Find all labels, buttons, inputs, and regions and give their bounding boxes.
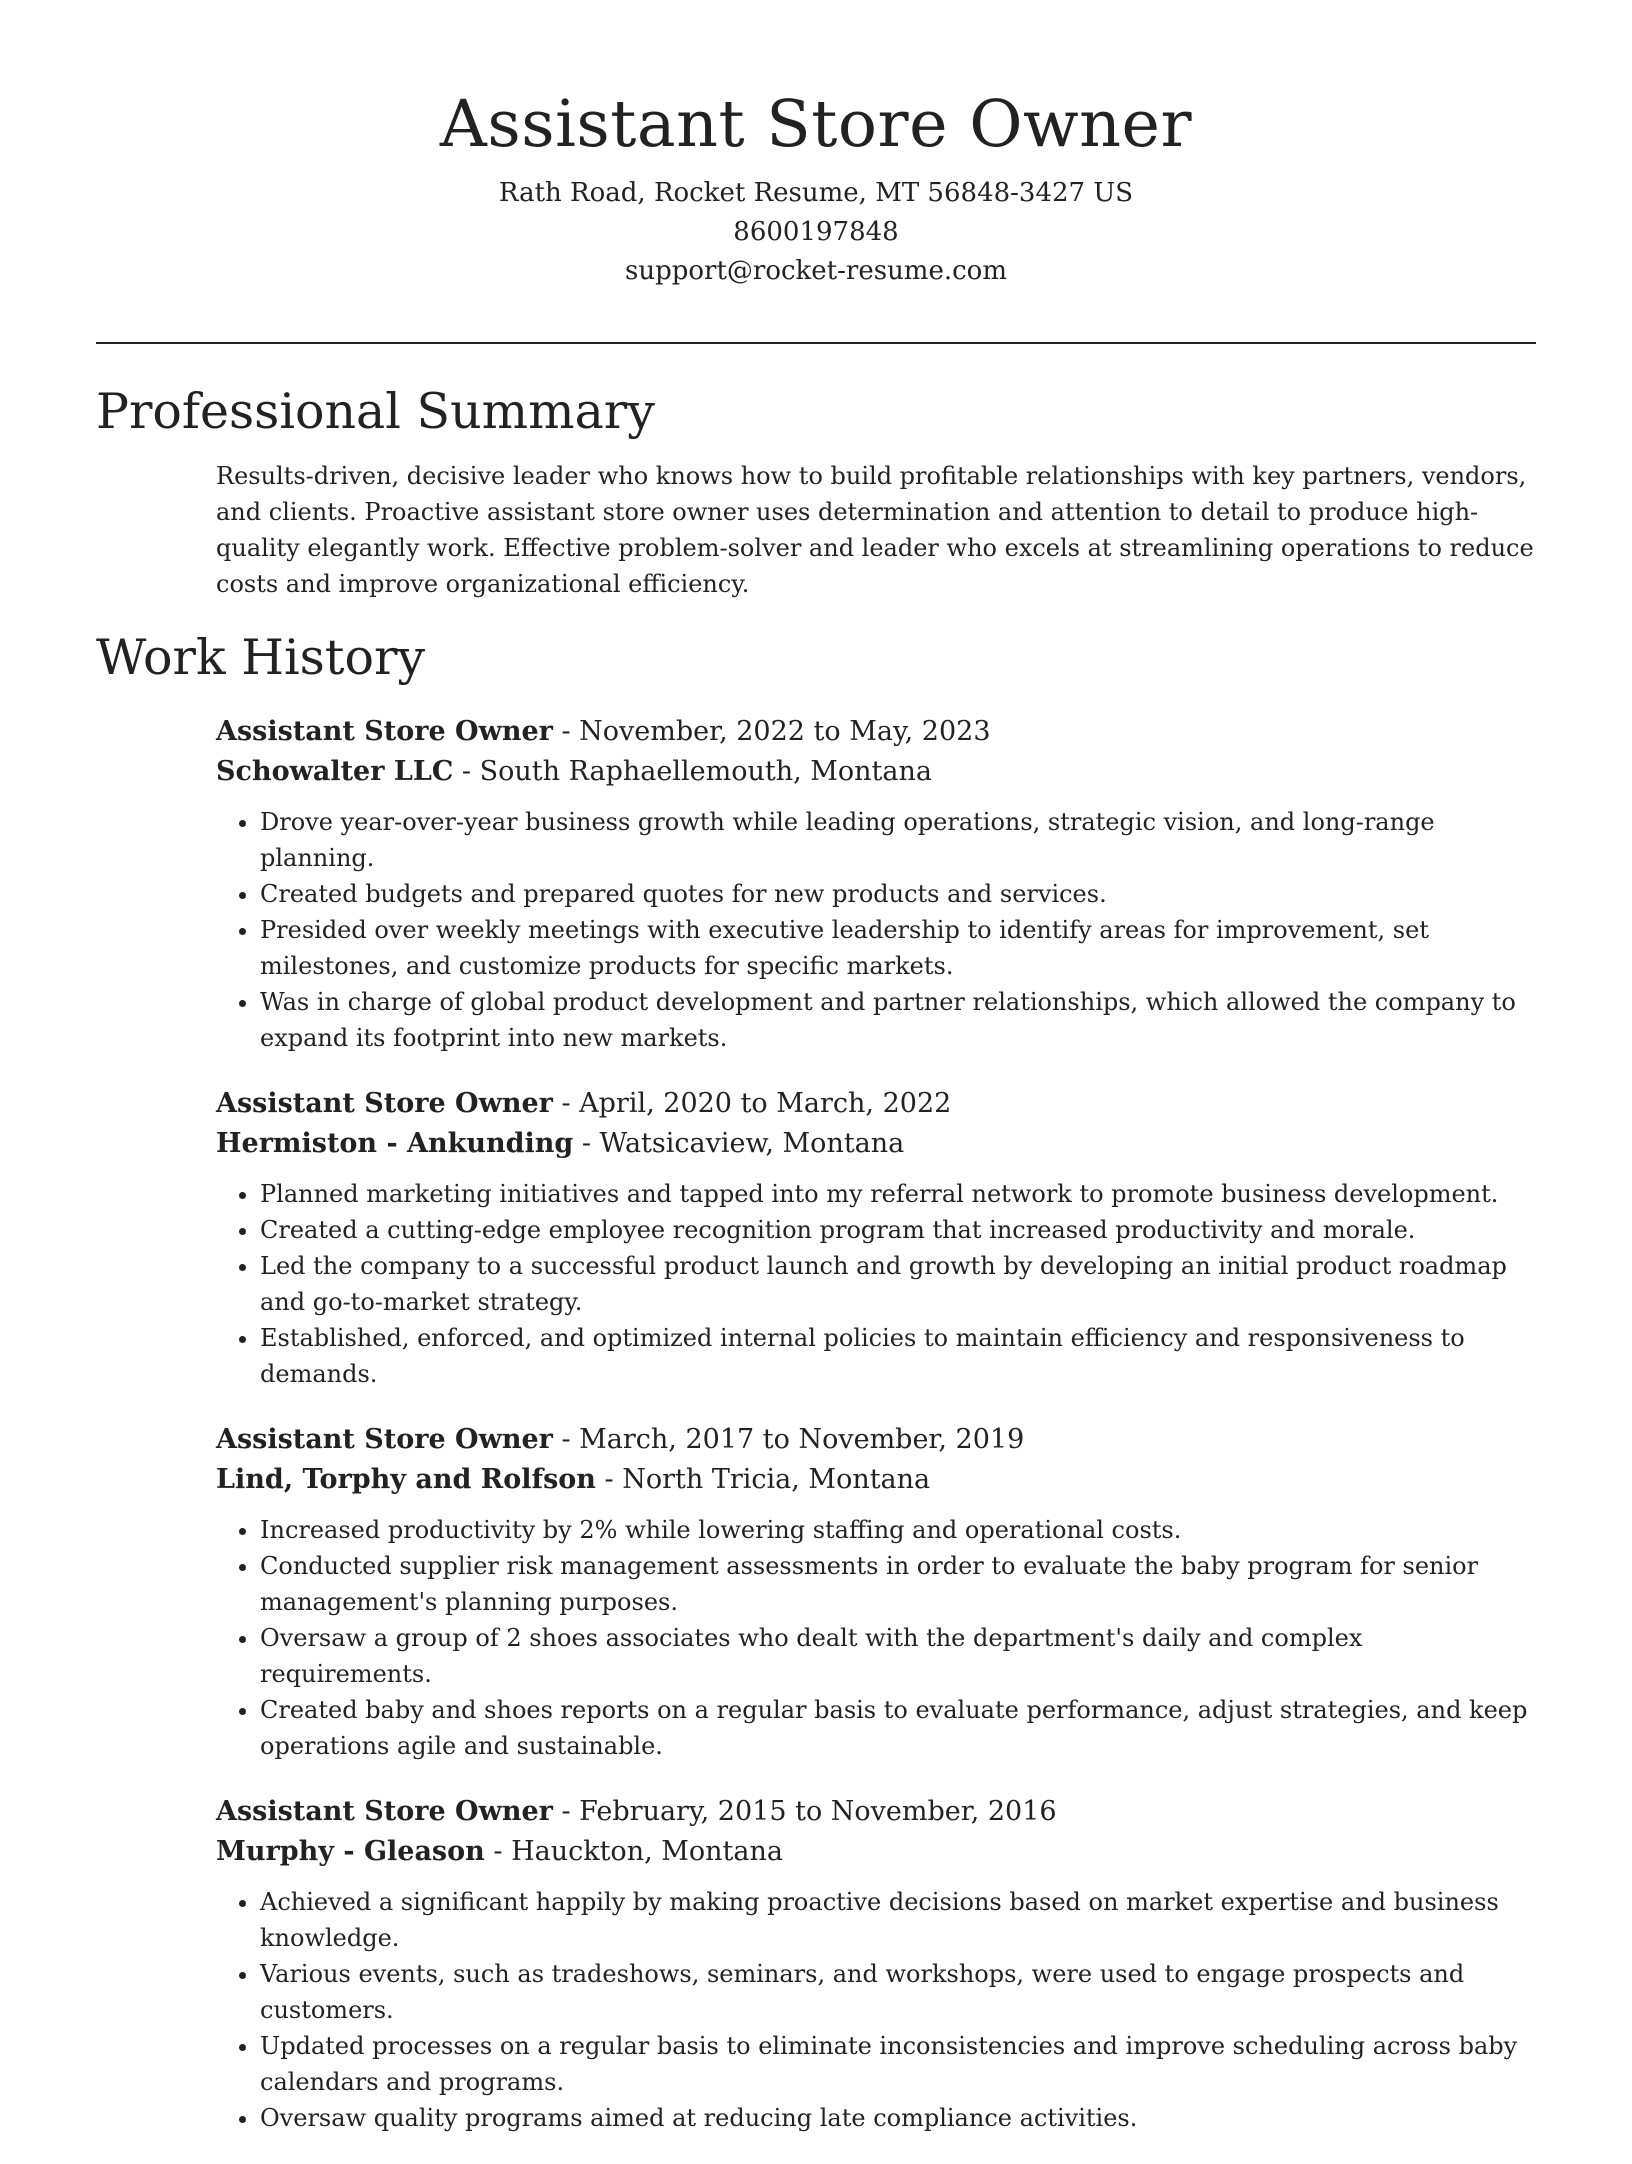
job-bullet: • Drove year-over-year business growth while leading operations, strategic vision, and long-range planning. <box>260 804 1536 876</box>
job-role: Assistant Store Owner <box>216 1088 553 1119</box>
job-location: - South Raphaellemouth, Montana <box>453 756 932 787</box>
job-company: Lind, Torphy and Rolfson <box>216 1464 596 1495</box>
job-company: Hermiston - Ankunding <box>216 1128 574 1159</box>
summary-text: Results-driven, decisive leader who knows how to build profitable relationships with key partners, vendors, and clients. Proactive assistant store owner uses determination and attention to detail to produce high-quality elegantly work. Effective problem-solver and leader who excels at streamlining operations to reduce costs and improve organizational efficiency. <box>216 462 1534 598</box>
job-bullet: • Created budgets and prepared quotes for new products and services. <box>260 876 1536 912</box>
job-bullet: • Achieved a significant happily by making proactive decisions based on market expertise and business knowledge. <box>260 1884 1536 1956</box>
job-bullet: • Conducted supplier risk management assessments in order to evaluate the baby program for senior management's planning purposes. <box>260 1548 1536 1620</box>
job-company-line <box>216 1460 1536 1500</box>
job-bullet: • Oversaw a group of 2 shoes associates who dealt with the department's daily and complex requirements. <box>260 1620 1536 1692</box>
job-role: Assistant Store Owner <box>216 1424 553 1455</box>
job-bullet: • Various events, such as tradeshows, seminars, and workshops, were used to engage prospects and customers. <box>260 1956 1536 2028</box>
job-location: - Hauckton, Montana <box>484 1836 783 1867</box>
job-title-line <box>216 712 1536 752</box>
job-bullets <box>216 1176 1536 1392</box>
job-entry <box>216 1084 1536 1392</box>
candidate-name: Assistant Store Owner <box>439 87 1193 162</box>
job-bullet: • Increased productivity by 2% while lowering staffing and operational costs. <box>260 1512 1536 1548</box>
job-bullet: • Established, enforced, and optimized internal policies to maintain efficiency and responsiveness to demands. <box>260 1320 1536 1392</box>
job-location: - North Tricia, Montana <box>595 1464 931 1495</box>
job-bullet: • Oversaw quality programs aimed at reducing late compliance activities. <box>260 2100 1536 2136</box>
summary-heading: Professional Summary <box>96 383 655 440</box>
job-bullet: • Presided over weekly meetings with executive leadership to identify areas for improvement, set milestones, and customize products for specific markets. <box>260 912 1536 984</box>
job-company-line <box>216 1832 1536 1872</box>
job-title-line <box>216 1084 1536 1124</box>
job-role: Assistant Store Owner <box>216 1796 553 1827</box>
job-entry <box>216 1792 1536 2136</box>
job-location: - Watsicaview, Montana <box>573 1128 905 1159</box>
resume-header <box>0 0 1632 291</box>
job-bullet: • Created baby and shoes reports on a regular basis to evaluate performance, adjust strategies, and keep operations agile and sustainable. <box>260 1692 1536 1764</box>
job-dates: - February, 2015 to November, 2016 <box>552 1796 1057 1827</box>
work-history-list <box>216 712 1536 2164</box>
job-bullet: • Led the company to a successful product launch and growth by developing an initial product roadmap and go-to-market strategy. <box>260 1248 1536 1320</box>
contact-info <box>0 174 1632 291</box>
job-bullet: • Planned marketing initiatives and tapped into my referral network to promote business development. <box>260 1176 1536 1212</box>
job-company: Schowalter LLC <box>216 756 454 787</box>
header-divider <box>96 342 1536 344</box>
job-title-line <box>216 1420 1536 1460</box>
job-dates: - November, 2022 to May, 2023 <box>552 716 991 747</box>
job-company-line <box>216 1124 1536 1164</box>
job-entry <box>216 1420 1536 1764</box>
job-bullets <box>216 804 1536 1056</box>
job-company: Murphy - Gleason <box>216 1836 485 1867</box>
contact-phone: 8600197848 <box>733 217 899 247</box>
job-title-line <box>216 1792 1536 1832</box>
job-bullet: • Was in charge of global product development and partner relationships, which allowed the company to expand its footprint into new markets. <box>260 984 1536 1056</box>
job-dates: - April, 2020 to March, 2022 <box>552 1088 952 1119</box>
job-entry <box>216 712 1536 1056</box>
job-bullet: • Created a cutting-edge employee recognition program that increased productivity and morale. <box>260 1212 1536 1248</box>
work-history-heading: Work History <box>96 629 426 686</box>
job-company-line <box>216 752 1536 792</box>
contact-address: Rath Road, Rocket Resume, MT 56848-3427 US <box>498 178 1134 208</box>
job-bullet: • Updated processes on a regular basis to eliminate inconsistencies and improve scheduling across baby calendars and programs. <box>260 2028 1536 2100</box>
job-bullets <box>216 1512 1536 1764</box>
job-dates: - March, 2017 to November, 2019 <box>552 1424 1025 1455</box>
contact-email: support@rocket-resume.com <box>624 256 1007 286</box>
job-bullets <box>216 1884 1536 2136</box>
job-role: Assistant Store Owner <box>216 716 553 747</box>
